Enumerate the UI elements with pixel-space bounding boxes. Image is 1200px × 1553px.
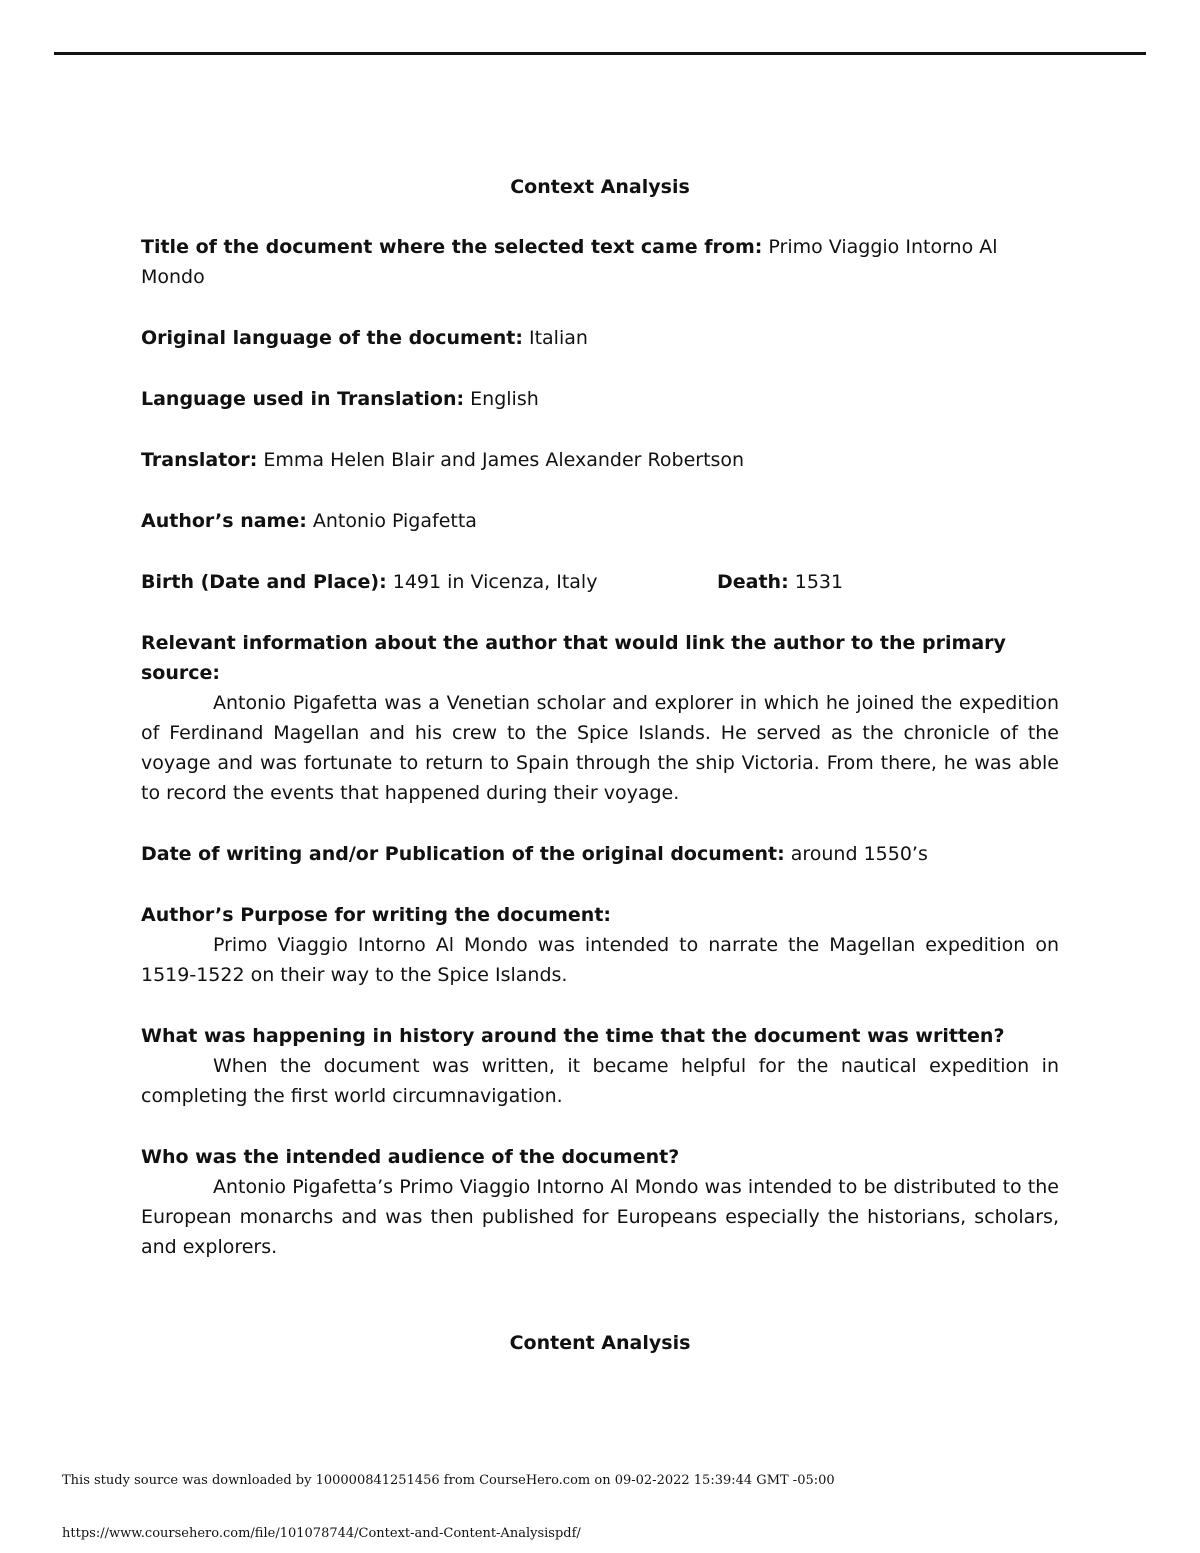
field-original-language-value: Italian: [528, 327, 588, 349]
field-translator-label: Translator:: [141, 449, 258, 471]
field-translation-language: [141, 384, 1059, 414]
field-author: [141, 506, 1059, 536]
section-history-heading: What was happening in history around the time that the document was written?: [141, 1025, 1005, 1047]
field-birth-death: [141, 567, 1059, 597]
section-purpose: [141, 900, 1059, 990]
field-title-value: Primo Viaggio Intorno Al Mondo: [141, 236, 998, 288]
section-history-text: When the document was written, it became helpful for the nautical expedition in completing the first world circumnavigation.: [141, 1055, 1059, 1107]
field-translation-language-label: Language used in Translation:: [141, 388, 465, 410]
field-title: [141, 232, 1059, 292]
field-translator: [141, 445, 1059, 475]
field-birth: [141, 567, 717, 597]
section-relevant-info-heading: Relevant information about the author that would link the author to the primary source:: [141, 632, 1006, 684]
section-relevant-info-text: Antonio Pigafetta was a Venetian scholar and explorer in which he joined the expedition of Ferdinand Magellan and his crew to the Spice Islands. He served as the chronicle of the voyage and was fortunate to return to Spain through the ship Victoria. From there, he was able to record the events that happened during their voyage.: [141, 692, 1059, 804]
field-translator-value: Emma Helen Blair and James Alexander Robertson: [263, 449, 745, 471]
field-death-label: Death:: [717, 571, 789, 593]
field-author-value: Antonio Pigafetta: [312, 510, 477, 532]
section-history: [141, 1021, 1059, 1111]
section-purpose-heading: Author’s Purpose for writing the document:: [141, 904, 612, 926]
field-date-written-label: Date of writing and/or Publication of the original document:: [141, 843, 785, 865]
top-rule: [54, 52, 1146, 55]
field-author-label: Author’s name:: [141, 510, 307, 532]
footer-url[interactable]: https://www.coursehero.com/file/101078744/Context-and-Content-Analysispdf/: [62, 1526, 581, 1541]
section-audience-heading: Who was the intended audience of the document?: [141, 1146, 680, 1168]
content-analysis-title: Content Analysis: [509, 1332, 691, 1354]
field-death-value: 1531: [794, 571, 844, 593]
footer-download-note: This study source was downloaded by 100000841251456 from CourseHero.com on 09-02-2022 15:39:44 GMT -05:00: [62, 1473, 835, 1488]
field-date-written: [141, 839, 1059, 869]
field-birth-label: Birth (Date and Place):: [141, 571, 387, 593]
field-date-written-value: around 1550’s: [790, 843, 928, 865]
field-original-language-label: Original language of the document:: [141, 327, 523, 349]
field-death: [717, 567, 843, 597]
field-original-language: [141, 323, 1059, 353]
section-relevant-info: [141, 628, 1059, 808]
context-analysis-page: [141, 172, 1059, 1293]
section-audience: [141, 1142, 1059, 1262]
section-audience-text: Antonio Pigafetta’s Primo Viaggio Intorno Al Mondo was intended to be distributed to the European monarchs and was then published for Europeans especially the historians, scholars, and explorers.: [141, 1176, 1059, 1258]
field-title-label: Title of the document where the selected text came from:: [141, 236, 763, 258]
field-translation-language-value: English: [470, 388, 539, 410]
context-analysis-title: Context Analysis: [510, 176, 690, 198]
section-purpose-text: Primo Viaggio Intorno Al Mondo was intended to narrate the Magellan expedition on 1519-1522 on their way to the Spice Islands.: [141, 934, 1059, 986]
field-birth-value: 1491 in Vicenza, Italy: [392, 571, 598, 593]
